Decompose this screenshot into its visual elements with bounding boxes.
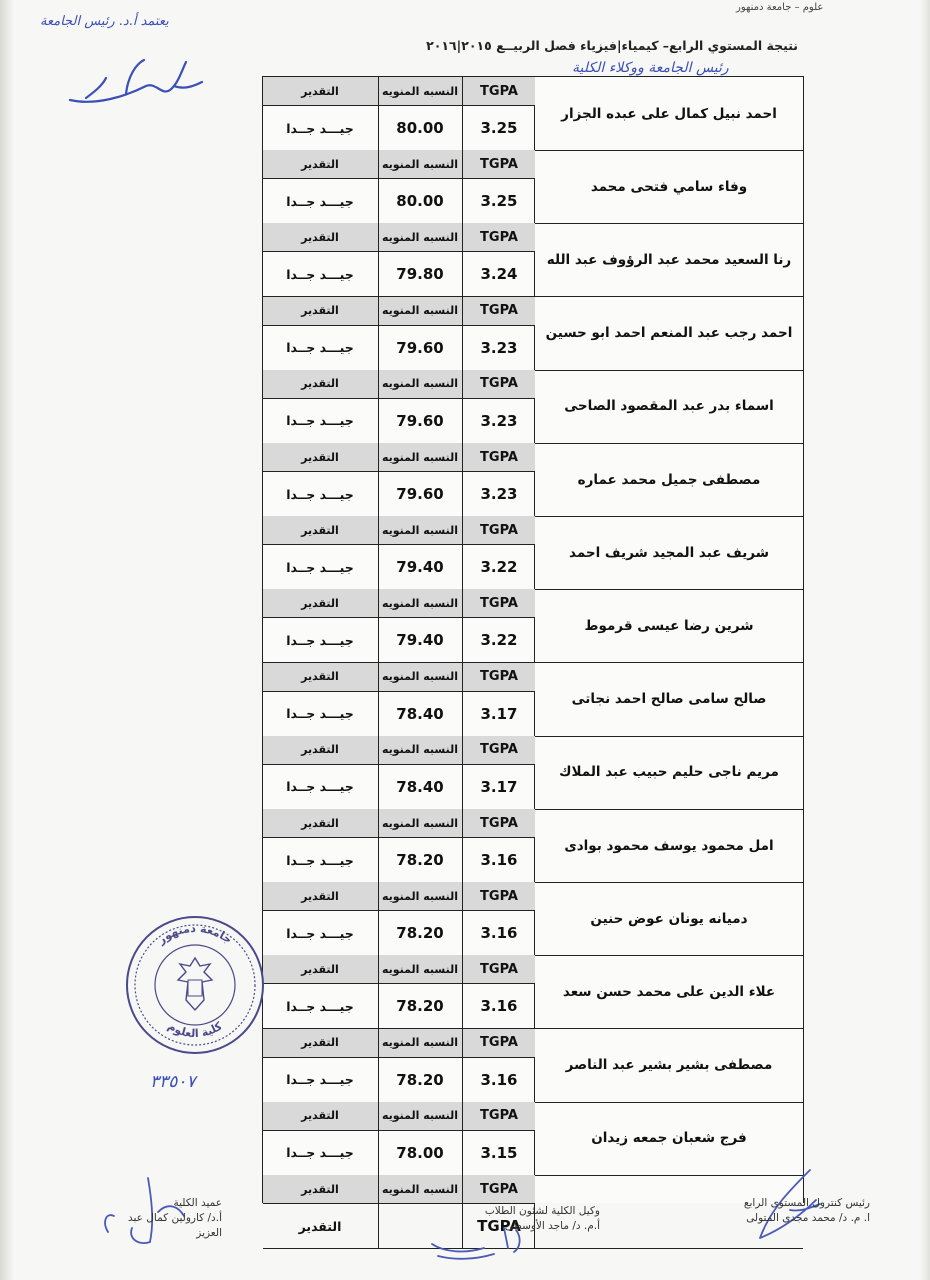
record-header-row <box>263 809 535 838</box>
record-header-row <box>263 223 535 252</box>
grade-value: جيـــد جــدا <box>262 765 379 809</box>
student-record <box>263 1102 803 1176</box>
record-header-row <box>263 150 535 179</box>
percent-header: النسبه المنويه <box>378 1102 463 1130</box>
grade-value: جيـــد جــدا <box>262 618 379 662</box>
record-value-row <box>263 618 535 662</box>
tgpa-header: TGPA <box>480 669 518 685</box>
handwritten-note: رئيس الجامعة ووكلاء الكلية <box>572 60 729 76</box>
tgpa-header: TGPA <box>480 888 518 904</box>
handwritten-number: ٣٣٥٠٧ <box>150 1072 196 1092</box>
student-record <box>263 736 803 810</box>
grade-value: جيـــد جــدا <box>262 1058 379 1102</box>
student-record <box>263 297 803 371</box>
grade-header: التقدير <box>262 809 379 837</box>
record-header-row <box>263 1175 535 1204</box>
dean-name: أ.د/ كارولين كمال عبد العزيز <box>127 1212 222 1239</box>
percent-value: 78.40 <box>378 692 463 736</box>
grade-value: جيـــد جــدا <box>262 984 379 1028</box>
tgpa-header: TGPA <box>480 376 518 392</box>
percent-header: النسبه المنويه <box>378 77 463 105</box>
grade-value: جيـــد جــدا <box>262 179 379 223</box>
grade-header: التقدير <box>262 663 379 691</box>
percent-header: النسبه المنويه <box>378 516 463 544</box>
student-record <box>263 370 803 444</box>
tgpa-value: 3.23 <box>480 485 518 503</box>
grade-header: التقدير <box>262 150 379 178</box>
tgpa-header: TGPA <box>480 303 518 319</box>
record-header-row <box>263 882 535 911</box>
student-name: صالح سامى صالح احمد نجاتى <box>534 663 803 736</box>
student-name: مصطفى جميل محمد عماره <box>534 443 803 516</box>
vice-dean-block <box>430 1204 600 1234</box>
handwritten-approval: يعتمد أ.د. رئيس الجامعة <box>40 14 169 29</box>
university-seal <box>120 910 270 1060</box>
dean-role: عميد الكلية <box>173 1197 222 1209</box>
percent-value: 80.00 <box>378 179 463 223</box>
student-record <box>263 809 803 883</box>
tgpa-value: 3.25 <box>480 192 518 211</box>
student-name: احمد رجب عبد المنعم احمد ابو حسين <box>534 297 803 370</box>
student-record <box>263 663 803 737</box>
tgpa-value: 3.22 <box>480 631 518 650</box>
percent-value: 79.60 <box>378 399 463 443</box>
student-name: رنا السعيد محمد عبد الرؤوف عبد الله <box>534 223 803 296</box>
percent-value: 79.40 <box>378 618 463 662</box>
grade-value: جيـــد جــدا <box>262 252 379 296</box>
student-name: فرج شعبان جمعه زيدان <box>534 1102 803 1175</box>
record-value-row <box>263 838 535 882</box>
grade-value: جيـــد جــدا <box>262 1131 379 1175</box>
record-header-row <box>263 443 535 472</box>
record-header-row <box>263 955 535 984</box>
percent-header: النسبه المنويه <box>378 297 463 325</box>
tgpa-header: TGPA <box>480 595 518 611</box>
page-title: نتيجة المستوي الرابع– كيمياء|فيزياء فصل الربيــع ٢٠١٥|٢٠١٦ <box>426 38 798 53</box>
grade-value: جيـــد جــدا <box>262 838 379 882</box>
record-value-row <box>263 472 535 516</box>
tgpa-header: TGPA <box>480 742 518 758</box>
record-value-row <box>263 399 535 443</box>
grade-value: جيـــد جــدا <box>262 106 379 150</box>
vice-dean-role: وكيل الكلية لشئون الطلاب <box>484 1205 600 1217</box>
percent-value: 79.60 <box>378 472 463 516</box>
record-value-row <box>263 1058 535 1102</box>
tgpa-value: 3.17 <box>480 777 518 796</box>
grade-header: التقدير <box>262 370 379 398</box>
record-header-row <box>263 77 535 106</box>
record-value-row <box>263 106 535 150</box>
record-header-row <box>263 370 535 399</box>
percent-header: النسبه المنويه <box>378 663 463 691</box>
student-name: امل محمود يوسف محمود بوادى <box>534 809 803 882</box>
student-name: اسماء بدر عبد المقصود الصاحى <box>534 370 803 443</box>
student-name: شريف عبد المجيد شريف احمد <box>534 516 803 589</box>
grade-header: التقدير <box>262 736 379 764</box>
grade-value: جيـــد جــدا <box>262 326 379 370</box>
control-head-role: رئيس كنترول المستوى الرابع <box>743 1197 870 1209</box>
record-value-row <box>263 252 535 296</box>
tgpa-header: TGPA <box>480 83 518 99</box>
svg-text:جامعة دمنهور <box>154 922 234 947</box>
tgpa-value: 3.16 <box>480 851 518 869</box>
grade-header: التقدير <box>262 297 379 325</box>
control-head-block <box>700 1196 870 1226</box>
svg-text:كلية العلوم <box>166 1019 226 1040</box>
grade-value: جيـــد جــدا <box>262 911 379 955</box>
record-header-row <box>263 663 535 692</box>
grade-header: التقدير <box>262 77 379 105</box>
record-value-row <box>263 1131 535 1175</box>
percent-value: 79.40 <box>378 545 463 589</box>
student-record <box>263 516 803 590</box>
student-name: علاء الدين على محمد حسن سعد <box>534 955 803 1028</box>
grade-header: التقدير <box>262 589 379 617</box>
percent-header: النسبه المنويه <box>378 150 463 178</box>
tgpa-value: TGPA <box>477 1217 521 1235</box>
record-header-row <box>263 589 535 618</box>
percent-value: 78.20 <box>378 838 463 882</box>
tgpa-value: 3.25 <box>480 119 518 137</box>
percent-header: النسبه المنويه <box>378 882 463 910</box>
percent-header: النسبه المنويه <box>378 1029 463 1057</box>
grade-header: التقدير <box>262 882 379 910</box>
grade-value: جيـــد جــدا <box>262 692 379 736</box>
record-value-row <box>263 326 535 370</box>
student-name: مريم ناجى حليم حبيب عبد الملاك <box>534 736 803 809</box>
tgpa-header: TGPA <box>480 1035 518 1051</box>
tgpa-header: TGPA <box>480 229 518 245</box>
grade-header: التقدير <box>262 1102 379 1130</box>
control-head-name: ا. م. د/ محمد مجدى المتولى <box>746 1212 870 1224</box>
percent-value: 78.20 <box>378 1058 463 1102</box>
tgpa-header: TGPA <box>480 156 518 172</box>
grade-header: التقدير <box>262 1029 379 1057</box>
tgpa-value: 3.22 <box>480 558 518 577</box>
tgpa-header: TGPA <box>480 522 518 538</box>
grade-header: التقدير <box>262 516 379 544</box>
percent-value: 79.80 <box>378 252 463 296</box>
student-name: شرين رضا عيسى قرموط <box>534 589 803 662</box>
tgpa-header: TGPA <box>480 1181 518 1197</box>
student-record <box>263 955 803 1029</box>
grade-value: جيـــد جــدا <box>262 399 379 443</box>
student-record <box>263 150 803 224</box>
student-name: دميانه يونان عوض حنين <box>534 882 803 955</box>
percent-header: النسبه المنويه <box>378 589 463 617</box>
grade-header: التقدير <box>262 443 379 471</box>
percent-header: النسبه المنويه <box>378 955 463 983</box>
record-value-row <box>263 765 535 809</box>
record-value-row <box>263 911 535 955</box>
percent-header: النسبه المنويه <box>378 443 463 471</box>
percent-header: النسبه المنويه <box>378 736 463 764</box>
dean-block <box>112 1196 222 1241</box>
student-record <box>263 223 803 297</box>
percent-value: 80.00 <box>378 106 463 150</box>
grade-header: التقدير <box>262 1175 379 1203</box>
percent-value: 79.60 <box>378 326 463 370</box>
percent-value: 78.00 <box>378 1131 463 1175</box>
tgpa-header: TGPA <box>480 961 518 977</box>
student-record <box>263 589 803 663</box>
record-header-row <box>263 1029 535 1058</box>
percent-value: 78.40 <box>378 765 463 809</box>
seal-top-text: جامعة دمنهور <box>155 921 235 947</box>
vice-dean-name: أ.م. د/ ماجد الأوسطى <box>504 1220 600 1232</box>
tgpa-value: 3.16 <box>480 924 518 943</box>
student-record <box>263 1029 803 1103</box>
record-header-row <box>263 516 535 545</box>
scan-edge <box>0 0 14 1280</box>
tgpa-value: 3.17 <box>480 704 518 723</box>
percent-header: النسبه المنويه <box>378 223 463 251</box>
percent-value: 78.20 <box>378 984 463 1028</box>
grade-header: التقدير <box>262 955 379 983</box>
record-value-row <box>263 984 535 1028</box>
percent-header: النسبه المنويه <box>378 370 463 398</box>
grade-value: جيـــد جــدا <box>262 545 379 589</box>
record-header-row <box>263 736 535 765</box>
student-record <box>263 443 803 517</box>
president-signature <box>66 56 206 116</box>
grade-header: التقدير <box>262 223 379 251</box>
student-record <box>263 77 803 151</box>
tgpa-header: TGPA <box>480 1108 518 1124</box>
record-value-row <box>263 545 535 589</box>
grade-value: جيـــد جــدا <box>262 472 379 516</box>
record-value-row <box>263 179 535 223</box>
tgpa-value: 3.16 <box>480 1070 518 1089</box>
tgpa-value: 3.16 <box>480 997 518 1016</box>
grade-value: التقدير <box>262 1204 379 1248</box>
university-label: علوم – جامعة دمنهور <box>736 2 824 13</box>
tgpa-header: TGPA <box>480 815 518 831</box>
scan-edge-right <box>920 0 930 1280</box>
tgpa-value: 3.23 <box>480 338 518 357</box>
student-name: مصطفى بشير بشير عبد الناصر <box>534 1029 803 1102</box>
student-name: وفاء سامي فتحى محمد <box>534 150 803 223</box>
student-name: احمد نبيل كمال على عبده الجزار <box>534 77 803 150</box>
tgpa-value: 3.24 <box>480 265 518 284</box>
student-record <box>263 882 803 956</box>
record-header-row <box>263 297 535 326</box>
percent-value: 78.20 <box>378 911 463 955</box>
tgpa-header: TGPA <box>480 449 518 465</box>
seal-bottom-text: كلية العلوم <box>165 1019 225 1041</box>
percent-header: النسبه المنويه <box>378 809 463 837</box>
tgpa-value: 3.23 <box>480 411 518 430</box>
record-value-row <box>263 692 535 736</box>
tgpa-value: 3.15 <box>480 1143 518 1162</box>
record-header-row <box>263 1102 535 1131</box>
percent-header: النسبه المنويه <box>378 1175 463 1203</box>
